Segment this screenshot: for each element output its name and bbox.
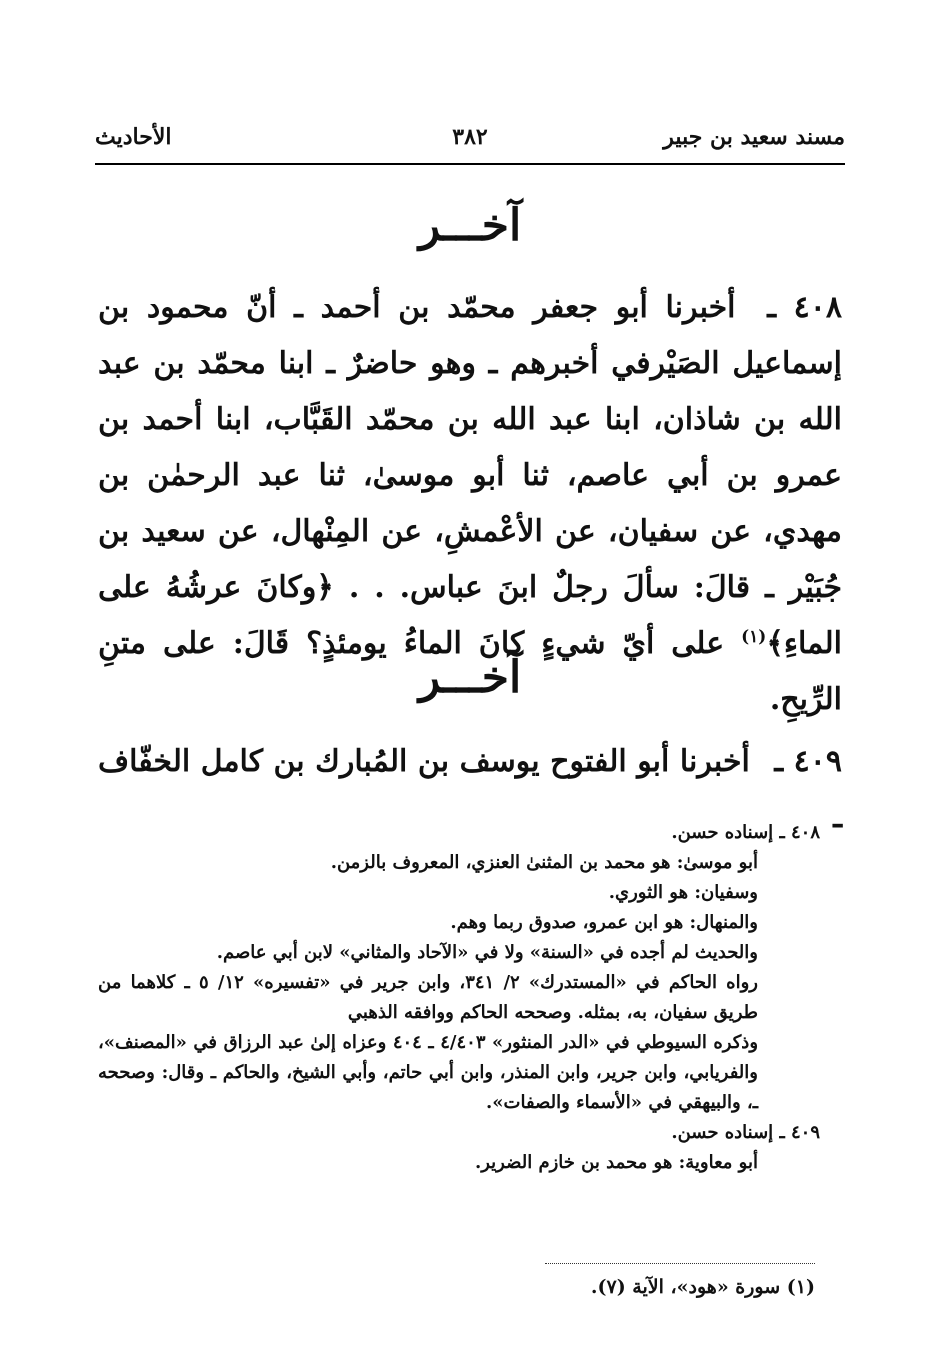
hadith-text-part2: على أيّ شيءٍ كانَ الماءُ يومئذٍ؟ قَالَ: على متنِ الرِّيحِ. — [98, 626, 842, 717]
note-line: والمنهال: هو ابن عمرو، صدوق ربما وهم. — [450, 912, 758, 933]
chapter-title: الأحاديث — [95, 124, 172, 150]
note-line: وذكره السيوطي في «الدر المنثور» ٤/٤٠٣ ـ ٤٠٤ وعزاه إلىٰ عبد الرزاق في «المصنف»، والفريابي، وابن جرير، وابن المنذر، وابن أبي حاتم، وأبي الشيخ، والحاكم ـ وقال: وصححه ـ، والبيهقي في «الأسماء والصفات». — [98, 1032, 759, 1113]
hadith-number: ٤٠٩ ـ — [774, 744, 843, 779]
hadith-text-part1: أخبرنا أبو جعفر محمّد بن أحمد ـ أنّ محمود بن إسماعيل الصَيْرفي أخبرهم ـ وهو حاضرٌ ـ ابنا محمّد بن عبد الله بن شاذان، ابنا عبد الله بن محمّد القَبَّاب، ابنا أحمد بن عمرو بن أبي عاصم، ثنا أبو موسىٰ، ثنا عبد الرحمٰن بن مهدي، عن سفيان، عن الأعْمشِ، عن المِنْهال، عن سعيد بن جُبَيْر ـ قالَ: سألَ رجلٌ ابنَ عباس. . . ﴿وكانَ عرشُهُ على الماءِ﴾ — [98, 290, 842, 661]
header-rule — [95, 163, 845, 165]
page-number: ٣٨٢ — [452, 124, 488, 150]
note-line: رواه الحاكم في «المستدرك» ٢/ ٣٤١، وابن جرير في «تفسيره» ١٢/ ٥ ـ كلاهما من طريق سفيان، به، بمثله. وصححه الحاكم ووافقه الذهبي — [98, 972, 758, 1023]
note-head-408: ٤٠٨ ـ إسناده حسن. — [671, 822, 820, 843]
note-head-409: ٤٠٩ ـ إسناده حسن. — [671, 1122, 820, 1143]
note-line: وسفيان: هو الثوري. — [608, 882, 758, 903]
hadith-text-part1: أخبرنا أبو الفتوح يوسف بن المُبارك بن كامل الخفّاف ـ — [98, 744, 842, 835]
hadith-number: ٤٠٨ ـ — [767, 290, 842, 325]
footnote-separator — [545, 1263, 815, 1264]
footnote: (١) سورة «هود»، الآية (٧). — [590, 1276, 815, 1298]
footnote-ref[interactable]: (١) — [741, 627, 767, 647]
section-title-409: آخـــر — [418, 652, 522, 703]
note-line: أبو معاوية: هو محمد بن خازم الضرير. — [474, 1152, 758, 1173]
note-line: أبو موسىٰ: هو محمد بن المثنىٰ العنزي، المعروف بالزمن. — [330, 852, 758, 873]
note-line: والحديث لم أجده في «السنة» ولا في «الآحاد والمثاني» لابن أبي عاصم. — [216, 942, 758, 963]
page-header — [95, 118, 845, 160]
commentary-notes — [98, 818, 820, 1178]
book-title: مسند سعيد بن جبير — [663, 124, 845, 150]
section-title-408: آخـــر — [418, 200, 522, 251]
